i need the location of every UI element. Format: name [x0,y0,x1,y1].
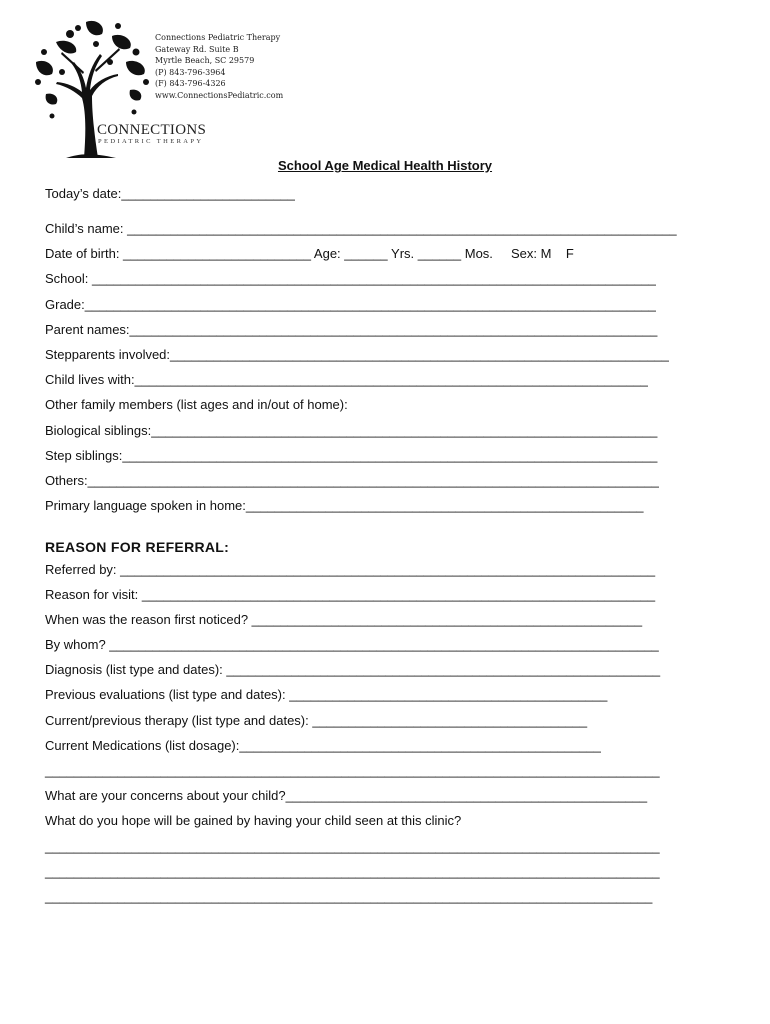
grade-field[interactable]: Grade:_______________________________________________________________________________ [45,297,656,312]
todays-date-field[interactable]: Today’s date:________________________ [45,186,295,201]
clinic-contact-block [155,32,283,102]
referred-by-field[interactable]: Referred by: __________________________________________________________________________ [45,562,656,577]
by-whom-field[interactable]: By whom? ____________________________________________________________________________ [45,637,659,652]
hopes-answer-line-2[interactable]: _____________________________________________________________________________________ [45,864,660,879]
biological-siblings-field[interactable]: Biological siblings:______________________________________________________________________ [45,423,658,438]
reason-for-visit-field[interactable]: Reason for visit: _______________________________________________________________________ [45,587,656,602]
stepparents-field[interactable]: Stepparents involved:_____________________________________________________________________ [45,347,669,362]
other-family-label: Other family members (list ages and in/out of home): [45,397,348,412]
child-lives-with-field[interactable]: Child lives with:_______________________________________________________________________ [45,372,648,387]
brand-name: CONNECTIONS [97,122,207,138]
parent-names-field[interactable]: Parent names:_________________________________________________________________________ [45,322,658,337]
clinic-fax: (F) 843-796-4326 [155,79,226,89]
step-siblings-field[interactable]: Step siblings:__________________________________________________________________________ [45,448,658,463]
diagnosis-field[interactable]: Diagnosis (list type and dates): ____________________________________________________________ [45,662,661,677]
hopes-question-label: What do you hope will be gained by having your child seen at this clinic? [45,813,462,828]
clinic-city: Myrtle Beach, SC 29579 [155,56,255,66]
clinic-street: Gateway Rd. Suite B [155,44,239,54]
medications-field[interactable]: Current Medications (list dosage):__________________________________________________ [45,738,601,753]
primary-language-field[interactable]: Primary language spoken in home:_______________________________________________________ [45,498,644,513]
clinic-website: www.ConnectionsPediatric.com [155,90,284,100]
therapy-field[interactable]: Current/previous therapy (list type and dates): ______________________________________ [45,713,588,728]
hopes-answer-line-3[interactable]: ____________________________________________________________________________________ [45,889,653,904]
clinic-phone: (P) 843-796-3964 [155,67,226,77]
previous-evaluations-field[interactable]: Previous evaluations (list type and dates): ____________________________________________ [45,687,608,702]
clinic-name: Connections Pediatric Therapy [155,33,281,42]
medications-continuation-line[interactable]: _____________________________________________________________________________________ [45,763,660,778]
date-of-birth-field[interactable]: Date of birth: __________________________ Age: ______ Yrs. ______ Mos. Sex: M F [45,246,574,261]
first-noticed-field[interactable]: When was the reason first noticed? ______________________________________________________ [45,612,643,627]
form-title: School Age Medical Health History [277,158,493,173]
others-field[interactable]: Others:_______________________________________________________________________________ [45,473,659,488]
childs-name-field[interactable]: Child’s name: ____________________________________________________________________________ [45,221,677,236]
school-field[interactable]: School: ______________________________________________________________________________ [45,271,656,286]
reason-for-referral-heading: REASON FOR REFERRAL: [45,539,230,555]
concerns-field[interactable]: What are your concerns about your child?__________________________________________________ [45,788,648,803]
brand-subtitle: PEDIATRIC THERAPY [98,138,204,145]
hopes-answer-line-1[interactable]: _____________________________________________________________________________________ [45,839,660,854]
